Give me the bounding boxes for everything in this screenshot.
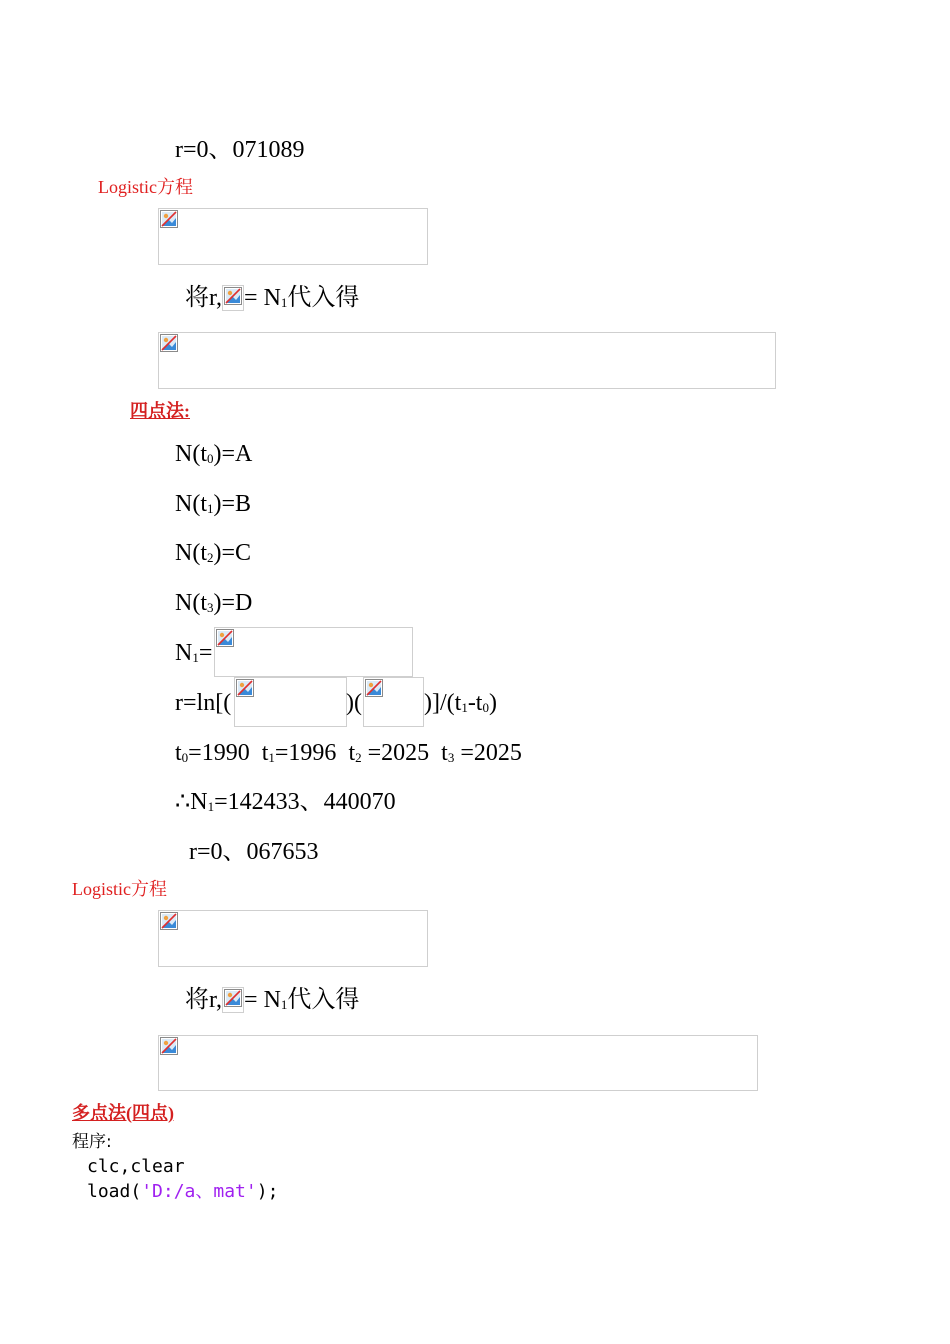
t1-label: t [261, 740, 269, 766]
r-formula-image-2 [363, 677, 424, 727]
line-sub: 0 [207, 451, 214, 466]
r-post3: ) [488, 690, 497, 716]
broken-image-icon [160, 334, 178, 352]
n1-result-sub: 1 [207, 799, 215, 814]
t0-sub: 0 [181, 750, 189, 765]
solution-equation-image-1 [158, 332, 776, 389]
solution-equation-image-2 [158, 1035, 758, 1091]
broken-image-icon [365, 679, 383, 697]
n1-formula-image [214, 627, 413, 677]
n1-result-line [175, 787, 396, 822]
broken-image-icon [160, 912, 178, 930]
n1-result-pre: N [190, 789, 208, 815]
t0-val: =1990 [188, 740, 250, 766]
substitute-suffix: 代入得 [287, 987, 360, 1013]
code-line-2 [87, 1180, 278, 1204]
code-line2-pre: load( [87, 1181, 142, 1202]
time-values-line [175, 738, 522, 773]
broken-image-icon [160, 1037, 178, 1055]
t3-sub: 3 [447, 750, 455, 765]
line-pre: N(t [175, 540, 207, 566]
line-sub: 2 [207, 550, 214, 565]
code-line-1: clc,clear [87, 1156, 185, 1177]
broken-image-icon [236, 679, 254, 697]
line-post: )=A [213, 441, 253, 467]
program-label: 程序: [72, 1132, 112, 1152]
t1-sub: 1 [268, 750, 275, 765]
line-post: )=C [213, 540, 252, 566]
broken-image-icon [224, 287, 242, 305]
n1-sub: 1 [192, 650, 199, 665]
four-point-heading: 四点法: [130, 401, 190, 421]
t1-val: =1996 [274, 740, 337, 766]
broken-image-icon [224, 989, 242, 1007]
substitute-line-2 [185, 985, 359, 1020]
r-post2: -t [467, 690, 483, 716]
t2-label: t [348, 740, 356, 766]
substitute-prefix: 将r, [185, 987, 223, 1013]
substitute-suffix: 代入得 [287, 285, 360, 311]
line-pre: N(t [175, 491, 207, 517]
r-post-sub1: 1 [461, 700, 468, 715]
code-line2-post: ); [256, 1181, 279, 1202]
therefore-symbol: ∴ [175, 789, 191, 815]
substitute-sub: 1 [280, 997, 288, 1012]
code-line2-string: 'D:/a、mat' [141, 1181, 257, 1202]
n-t0-line [175, 439, 252, 474]
r-value-1: r=0、071089 [175, 137, 305, 163]
n1-pre: N [175, 640, 193, 666]
logistic-equation-image-1 [158, 208, 428, 265]
formula-image-inline-1 [222, 285, 244, 311]
substitute-prefix: 将r, [185, 285, 223, 311]
substitute-mid: = N [244, 987, 281, 1013]
n1-formula-line [175, 638, 212, 673]
logistic-label-1: Logistic方程 [98, 177, 193, 197]
n-t2-line [175, 538, 251, 573]
broken-image-icon [160, 210, 178, 228]
n1-post: = [198, 640, 213, 666]
line-pre: N(t [175, 590, 207, 616]
formula-image-inline-2 [222, 987, 244, 1013]
r-formula-pre: r=ln[( [175, 690, 232, 716]
substitute-mid: = N [244, 285, 281, 311]
line-post: )=D [213, 590, 253, 616]
t2-sub: 2 [355, 750, 362, 765]
r-formula-mid: )( [346, 690, 362, 716]
substitute-sub: 1 [280, 295, 288, 310]
r-formula-image-1 [234, 677, 347, 727]
n1-result-val: =142433、440070 [214, 789, 396, 815]
multi-point-heading: 多点法(四点) [72, 1103, 174, 1123]
logistic-label-2: Logistic方程 [72, 879, 167, 899]
line-pre: N(t [175, 441, 207, 467]
t2-val: =2025 [361, 740, 430, 766]
n-t1-line [175, 489, 251, 524]
r-post-sub2: 0 [482, 700, 489, 715]
substitute-line-1 [185, 283, 359, 318]
n-t3-line [175, 588, 252, 623]
logistic-equation-image-2 [158, 910, 428, 967]
r-formula-post [424, 688, 497, 723]
line-sub: 1 [207, 501, 214, 516]
t0-label: t [175, 740, 182, 766]
r-value-2: r=0、067653 [189, 839, 319, 865]
t3-label: t [441, 740, 448, 766]
r-post1: )]/(t [424, 690, 462, 716]
line-post: )=B [213, 491, 252, 517]
line-sub: 3 [207, 600, 214, 615]
t3-val: =2025 [454, 740, 522, 766]
broken-image-icon [216, 629, 234, 647]
